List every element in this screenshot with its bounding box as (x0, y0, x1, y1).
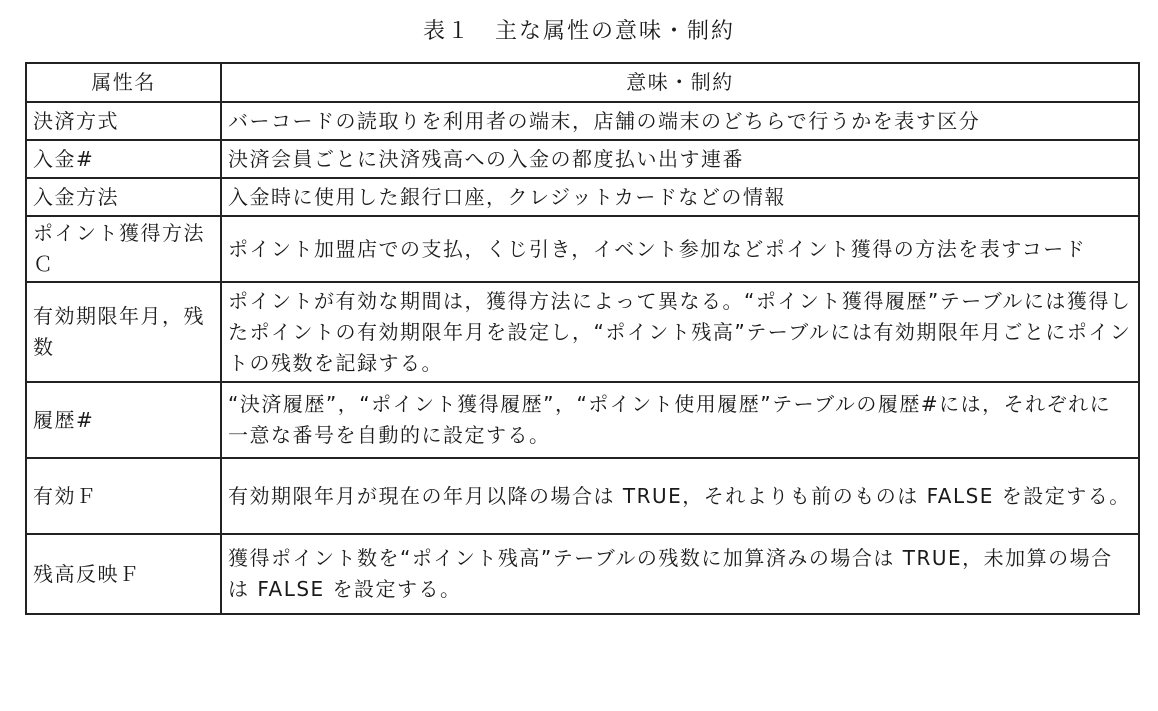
attribute-name-cell: 有効Ｆ (26, 458, 221, 534)
attribute-name-cell: 入金方法 (26, 178, 221, 216)
attribute-name-cell: 決済方式 (26, 102, 221, 140)
header-attribute-name: 属性名 (26, 63, 221, 102)
table-row (26, 216, 1139, 282)
attribute-meaning-cell: 入金時に使用した銀行口座，クレジットカードなどの情報 (221, 178, 1139, 216)
attribute-meaning-cell: “決済履歴”，“ポイント獲得履歴”，“ポイント使用履歴”テーブルの履歴#には，それぞれに一意な番号を自動的に設定する。 (221, 382, 1139, 458)
table-row (26, 282, 1139, 382)
table-row (26, 178, 1139, 216)
table-row (26, 102, 1139, 140)
attribute-meaning-cell: バーコードの読取りを利用者の端末，店舗の端末のどちらで行うかを表す区分 (221, 102, 1139, 140)
attribute-meaning-cell: 決済会員ごとに決済残高への入金の都度払い出す連番 (221, 140, 1139, 178)
attribute-name-cell: 履歴# (26, 382, 221, 458)
attribute-table (25, 62, 1140, 615)
table-row (26, 534, 1139, 614)
attribute-meaning-cell: ポイント加盟店での支払，くじ引き，イベント参加などポイント獲得の方法を表すコード (221, 216, 1139, 282)
table-row (26, 382, 1139, 458)
attribute-meaning-cell: 獲得ポイント数を“ポイント残高”テーブルの残数に加算済みの場合は TRUE，未加算の場合は FALSE を設定する。 (221, 534, 1139, 614)
attribute-meaning-cell: ポイントが有効な期間は，獲得方法によって異なる。“ポイント獲得履歴”テーブルには獲得したポイントの有効期限年月を設定し，“ポイント残高”テーブルには有効期限年月ごとにポイントの残数を記録する。 (221, 282, 1139, 382)
attribute-name-cell: 入金# (26, 140, 221, 178)
attribute-name-cell: 残高反映Ｆ (26, 534, 221, 614)
attribute-name-cell: ポイント獲得方法Ｃ (26, 216, 221, 282)
attribute-name-cell: 有効期限年月，残数 (26, 282, 221, 382)
header-meaning-constraint: 意味・制約 (221, 63, 1139, 102)
attribute-meaning-cell: 有効期限年月が現在の年月以降の場合は TRUE，それよりも前のものは FALSE を設定する。 (221, 458, 1139, 534)
table-row (26, 458, 1139, 534)
table-row (26, 140, 1139, 178)
table-caption: 表１ 主な属性の意味・制約 (422, 19, 735, 44)
table-header-row (26, 63, 1139, 102)
